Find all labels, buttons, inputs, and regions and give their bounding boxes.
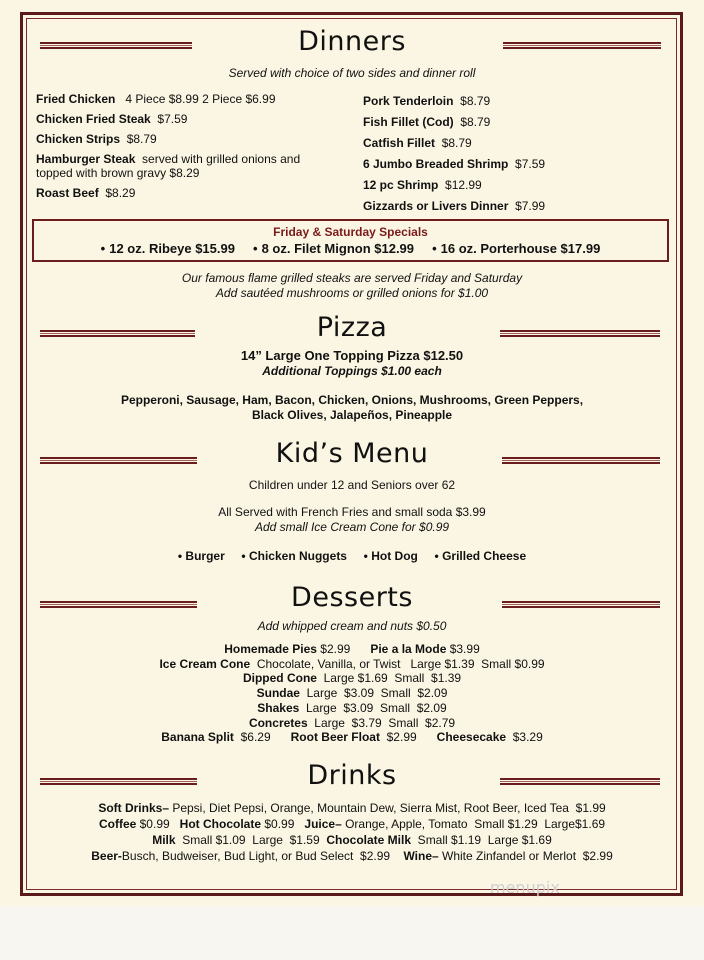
item-name: Sundae (256, 686, 300, 701)
item-name: Milk (152, 833, 176, 847)
dessert-line (0, 642, 704, 657)
kids-eligibility: Children under 12 and Seniors over 62 (248, 478, 456, 492)
menu-item: Chicken Strips $8.79 (36, 132, 157, 146)
dinners-title: Dinners (298, 26, 406, 57)
dessert-line (0, 730, 704, 745)
item-detail: Small $1.09 Large $1.59 (175, 833, 327, 847)
drinks-title: Drinks (307, 760, 397, 791)
item-detail: $2.99 (316, 642, 371, 656)
dinners-left-column (36, 92, 336, 200)
dessert-line (0, 716, 704, 731)
item-name: Ice Cream Cone (159, 656, 251, 671)
dessert-line (0, 657, 704, 672)
specials-title: Friday & Saturday Specials (273, 225, 428, 239)
item-detail: Pepsi, Diet Pepsi, Orange, Mountain Dew, Sierra Mist, Root Beer, Iced Tea $1.99 (169, 801, 606, 815)
item-detail: $0.99 (261, 817, 305, 831)
item-name: Hot Chocolate (179, 817, 262, 831)
pizza-title: Pizza (316, 312, 388, 343)
pizza-main: 14” Large One Topping Pizza $12.50 (240, 348, 464, 363)
item-name: Root Beer Float (290, 730, 380, 745)
pizza-toppings: Black Olives, Jalapeños, Pineapple (251, 408, 453, 422)
item-detail: Orange, Apple, Tomato Small $1.29 Large$1.69 (341, 817, 606, 831)
kids-addon: Add small Ice Cream Cone for $0.99 (254, 520, 450, 534)
item-name: Concretes (248, 715, 308, 730)
dinners-subtitle: Served with choice of two sides and dinner roll (228, 66, 476, 80)
item-detail: Small $1.19 Large $1.69 (411, 833, 552, 847)
specials-box (32, 219, 669, 262)
kids-title: Kid’s Menu (275, 438, 429, 469)
kids-item: Chicken Nuggets (248, 549, 347, 563)
item-name: Cheesecake (436, 730, 507, 745)
item-detail: Large $1.69 Small $1.39 (316, 671, 462, 686)
menu-item: 12 pc Shrimp $12.99 (363, 178, 482, 192)
menu-item: Gizzards or Livers Dinner $7.99 (363, 199, 546, 213)
kids-item: Hot Dog (371, 549, 418, 563)
item-name: Dipped Cone (242, 671, 317, 686)
specials-note: Our famous flame grilled steaks are served Friday and Saturday (181, 271, 523, 285)
desserts-title: Desserts (291, 582, 413, 613)
drink-line (0, 816, 704, 832)
item-detail: Large $3.09 Small $2.09 (299, 686, 448, 701)
dinners-right-column (363, 94, 663, 213)
drinks-list (0, 800, 704, 864)
menu-item: Roast Beef $8.29 (36, 186, 136, 200)
item-name: Pie a la Mode (370, 642, 447, 656)
item-detail: Busch, Budweiser, Bud Light, or Bud Select $2.99 (121, 849, 404, 863)
watermark: menupix (490, 878, 560, 897)
item-name: Chocolate Milk (326, 833, 412, 847)
item-detail: Large $3.79 Small $2.79 (307, 715, 456, 730)
desserts-list (0, 642, 704, 745)
item-detail: $0.99 (136, 817, 180, 831)
menu-item: 6 Jumbo Breaded Shrimp $7.59 (363, 157, 546, 171)
specials-note: Add sautéed mushrooms or grilled onions for $1.00 (215, 286, 489, 300)
item-detail: Large $3.09 Small $2.09 (299, 700, 447, 715)
desserts-note: Add whipped cream and nuts $0.50 (257, 619, 447, 633)
kids-item: Grilled Cheese (442, 549, 527, 563)
specials-items: • 12 oz. Ribeye $15.99 • 8 oz. Filet Mignon $12.99 • 16 oz. Porterhouse $17.99 (100, 241, 601, 256)
dessert-line (0, 671, 704, 686)
item-detail: $6.29 (233, 730, 291, 745)
item-name: Beer- (91, 849, 122, 863)
dessert-line (0, 701, 704, 716)
menu-item: Fried Chicken 4 Piece $8.99 2 Piece $6.99 (36, 92, 276, 106)
menu-item: Chicken Fried Steak $7.59 (36, 112, 188, 126)
drink-line (0, 848, 704, 864)
item-detail: $3.99 (446, 642, 480, 656)
item-name: Banana Split (161, 730, 234, 745)
menu-item: Catfish Fillet $8.79 (363, 136, 472, 150)
item-name: Shakes (257, 700, 300, 715)
pizza-extra: Additional Toppings $1.00 each (262, 364, 442, 378)
pizza-toppings: Pepperoni, Sausage, Ham, Bacon, Chicken, Onions, Mushrooms, Green Peppers, (120, 393, 584, 407)
item-name: Wine– (403, 849, 439, 863)
kids-item: Burger (185, 549, 225, 563)
item-detail: $2.99 (379, 730, 437, 745)
item-name: Soft Drinks– (98, 801, 169, 815)
drink-line (0, 800, 704, 816)
item-name: Homemade Pies (224, 642, 317, 656)
special-item: 12 oz. Ribeye $15.99 (109, 241, 235, 256)
drink-line (0, 832, 704, 848)
menu-item: Hamburger Steak served with grilled onions and topped with brown gravy $8.29 (36, 152, 301, 180)
special-item: 16 oz. Porterhouse $17.99 (440, 241, 601, 256)
item-name: Juice– (304, 817, 342, 831)
item-detail: White Zinfandel or Merlot $2.99 (438, 849, 613, 863)
menu-item: Fish Fillet (Cod) $8.79 (363, 115, 491, 129)
special-item: 8 oz. Filet Mignon $12.99 (261, 241, 415, 256)
kids-items: • Burger • Chicken Nuggets • Hot Dog • Grilled Cheese (177, 549, 527, 563)
item-name: Coffee (98, 817, 137, 831)
dessert-line (0, 686, 704, 701)
item-detail: Chocolate, Vanilla, or Twist Large $1.39 Small $0.99 (250, 656, 545, 671)
item-detail: $3.29 (506, 730, 543, 745)
kids-served: All Served with French Fries and small soda $3.99 (218, 505, 486, 519)
menu-item: Pork Tenderloin $8.79 (363, 94, 491, 108)
